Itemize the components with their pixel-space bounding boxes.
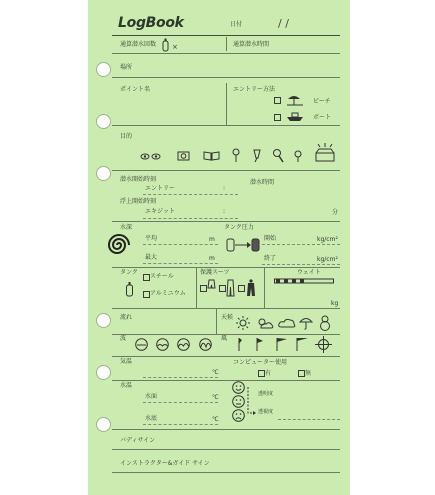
weight-belt-icon [274,278,334,285]
wave-medium-icon[interactable] [177,338,190,351]
spiral-depth-icon [104,232,134,258]
computer-no-checkbox[interactable] [298,370,305,377]
depth-avg-field[interactable] [143,244,218,245]
weather-label: 天候 [221,314,234,321]
wave-high-icon[interactable] [199,338,212,351]
steel-checkbox[interactable] [143,274,150,281]
air-temp-unit: ℃ [212,369,219,376]
suit-dry-checkbox[interactable] [238,285,245,292]
surface-temp-field[interactable] [143,402,218,403]
depth-label: 水深 [120,224,133,231]
header-rule [112,35,340,36]
binder-hole [96,114,111,129]
depth-avg-label: 平均 [145,235,158,242]
compass-icon[interactable] [315,336,332,353]
bottom-temp-unit: ℃ [212,416,219,423]
book-icon[interactable] [203,150,220,161]
page-title: LogBook [118,15,184,31]
tank-pressure-label: タンク圧力 [224,224,254,231]
wave-small-icon[interactable] [156,338,169,351]
camera-icon[interactable] [177,150,190,161]
wave-calm-icon[interactable] [135,338,148,351]
binder-hole [96,166,111,181]
weight-unit: kg [331,300,339,307]
date-value[interactable]: / / [278,17,289,30]
water-temp-label: 水温 [120,382,133,389]
purpose-label: 目的 [120,133,133,140]
instructor-sign-field[interactable] [112,472,340,473]
entry-time-label: エントリー [145,185,176,192]
depth-max-unit: m [209,255,215,262]
exit-time-label: エキジット [145,208,175,215]
aluminum-label: アルミニウム [150,290,186,297]
light-icon[interactable] [251,148,263,163]
pressure-arrow-icon [225,234,261,252]
entry-colon: : [223,185,226,192]
bottom-temp-field[interactable] [143,424,218,425]
flag-strong-icon[interactable] [295,337,309,352]
pressure-start-label: 開始 [264,235,277,242]
eyes-icon[interactable] [140,152,162,161]
binder-hole [96,62,111,77]
bottom-temp-label: 水底 [145,415,158,422]
air-temp-label: 気温 [120,358,133,365]
wave-label: 波 [120,335,127,342]
computer-yes-label: 有 [265,370,272,377]
flag-moderate-icon[interactable] [275,337,289,352]
suit-full-checkbox[interactable] [219,285,226,292]
entry-time-field[interactable] [143,194,238,195]
current-label: 流れ [120,314,133,321]
binder-hole [96,313,111,328]
depth-avg-unit: m [209,236,215,243]
smiley-happy-icon [232,381,245,394]
cloud-icon[interactable] [278,318,296,328]
pressure-end-field[interactable] [262,264,340,265]
wetsuit-icon [226,279,235,297]
buddy-sign-field[interactable] [112,449,340,450]
dive-start-label: 潜水開始時刻 [120,176,157,183]
instructor-sign-label: インストラクター&ガイド サイン [120,460,210,467]
entry-method-label: エントリー方法 [233,86,276,93]
boat-label: ボート [313,114,332,121]
visibility-field[interactable] [278,419,340,420]
binder-hole [96,417,111,432]
place-label: 場所 [120,64,133,71]
tool-icon[interactable] [231,148,241,163]
drysuit-icon [245,279,257,297]
tank-icon [161,38,170,52]
steel-label: スチール [150,273,174,280]
surface-temp-unit: ℃ [212,394,219,401]
computer-no-label: 無 [305,370,312,377]
smiley-neutral-icon [232,395,245,408]
suit-label: 保護スーツ [200,269,230,276]
shorty-suit-icon [207,279,216,297]
boat-checkbox[interactable] [274,114,281,121]
point-label: ポイント名 [120,86,151,93]
sun-icon[interactable] [236,316,250,330]
computer-label: コンピューター使用 [233,359,288,366]
date-label: 日付 [230,21,243,28]
minutes-label: 分 [332,209,339,216]
beach-checkbox[interactable] [274,97,281,104]
pin-icon[interactable] [292,149,304,163]
place-field[interactable] [112,77,340,78]
exit-colon: : [223,208,226,215]
cross-mark: × [172,43,178,51]
logbook-page [88,0,350,495]
suit-short-checkbox[interactable] [200,285,207,292]
pressure-end-label: 終了 [264,255,277,262]
beach-umbrella-icon [286,93,304,106]
tank-label: タンク [120,269,138,276]
buddy-sign-label: バディサイン [120,437,156,444]
wind-label: 風 [221,335,228,342]
weight-label: ウェイト [297,269,321,276]
binder-hole [96,365,111,380]
pressure-start-unit: kg/cm² [317,236,338,243]
air-temp-field[interactable] [143,377,218,378]
magnifier-icon[interactable] [272,148,284,163]
depth-max-label: 最大 [145,254,158,261]
total-time-label: 通算潜水時間 [233,41,270,48]
exit-time-field[interactable] [143,218,238,219]
treasure-chest-icon[interactable] [313,143,337,163]
smiley-sad-icon [232,409,245,422]
visibility-label: 透視度 [258,409,274,415]
visibility-arrow-icon [246,385,256,415]
pressure-start-field[interactable] [262,244,340,245]
boat-icon [286,110,304,122]
flag-light-icon[interactable] [255,337,267,352]
surface-start-label: 浮上開始時刻 [120,198,157,205]
dive-count-label: 通算潜水回数 [120,41,157,48]
surface-temp-label: 水面 [145,393,158,400]
depth-max-field[interactable] [143,263,218,264]
clarity-label: 透明度 [258,391,274,397]
partly-cloudy-icon[interactable] [256,317,274,329]
umbrella-icon[interactable] [299,316,313,330]
aluminum-checkbox[interactable] [143,291,150,298]
beach-label: ビーチ [313,98,331,105]
computer-yes-checkbox[interactable] [258,370,265,377]
snowman-icon[interactable] [319,315,331,331]
flag-calm-icon[interactable] [237,337,247,352]
dive-time-label: 潜水時間 [250,179,275,186]
pressure-end-unit: kg/cm² [317,256,338,263]
tank-icon [125,281,134,297]
